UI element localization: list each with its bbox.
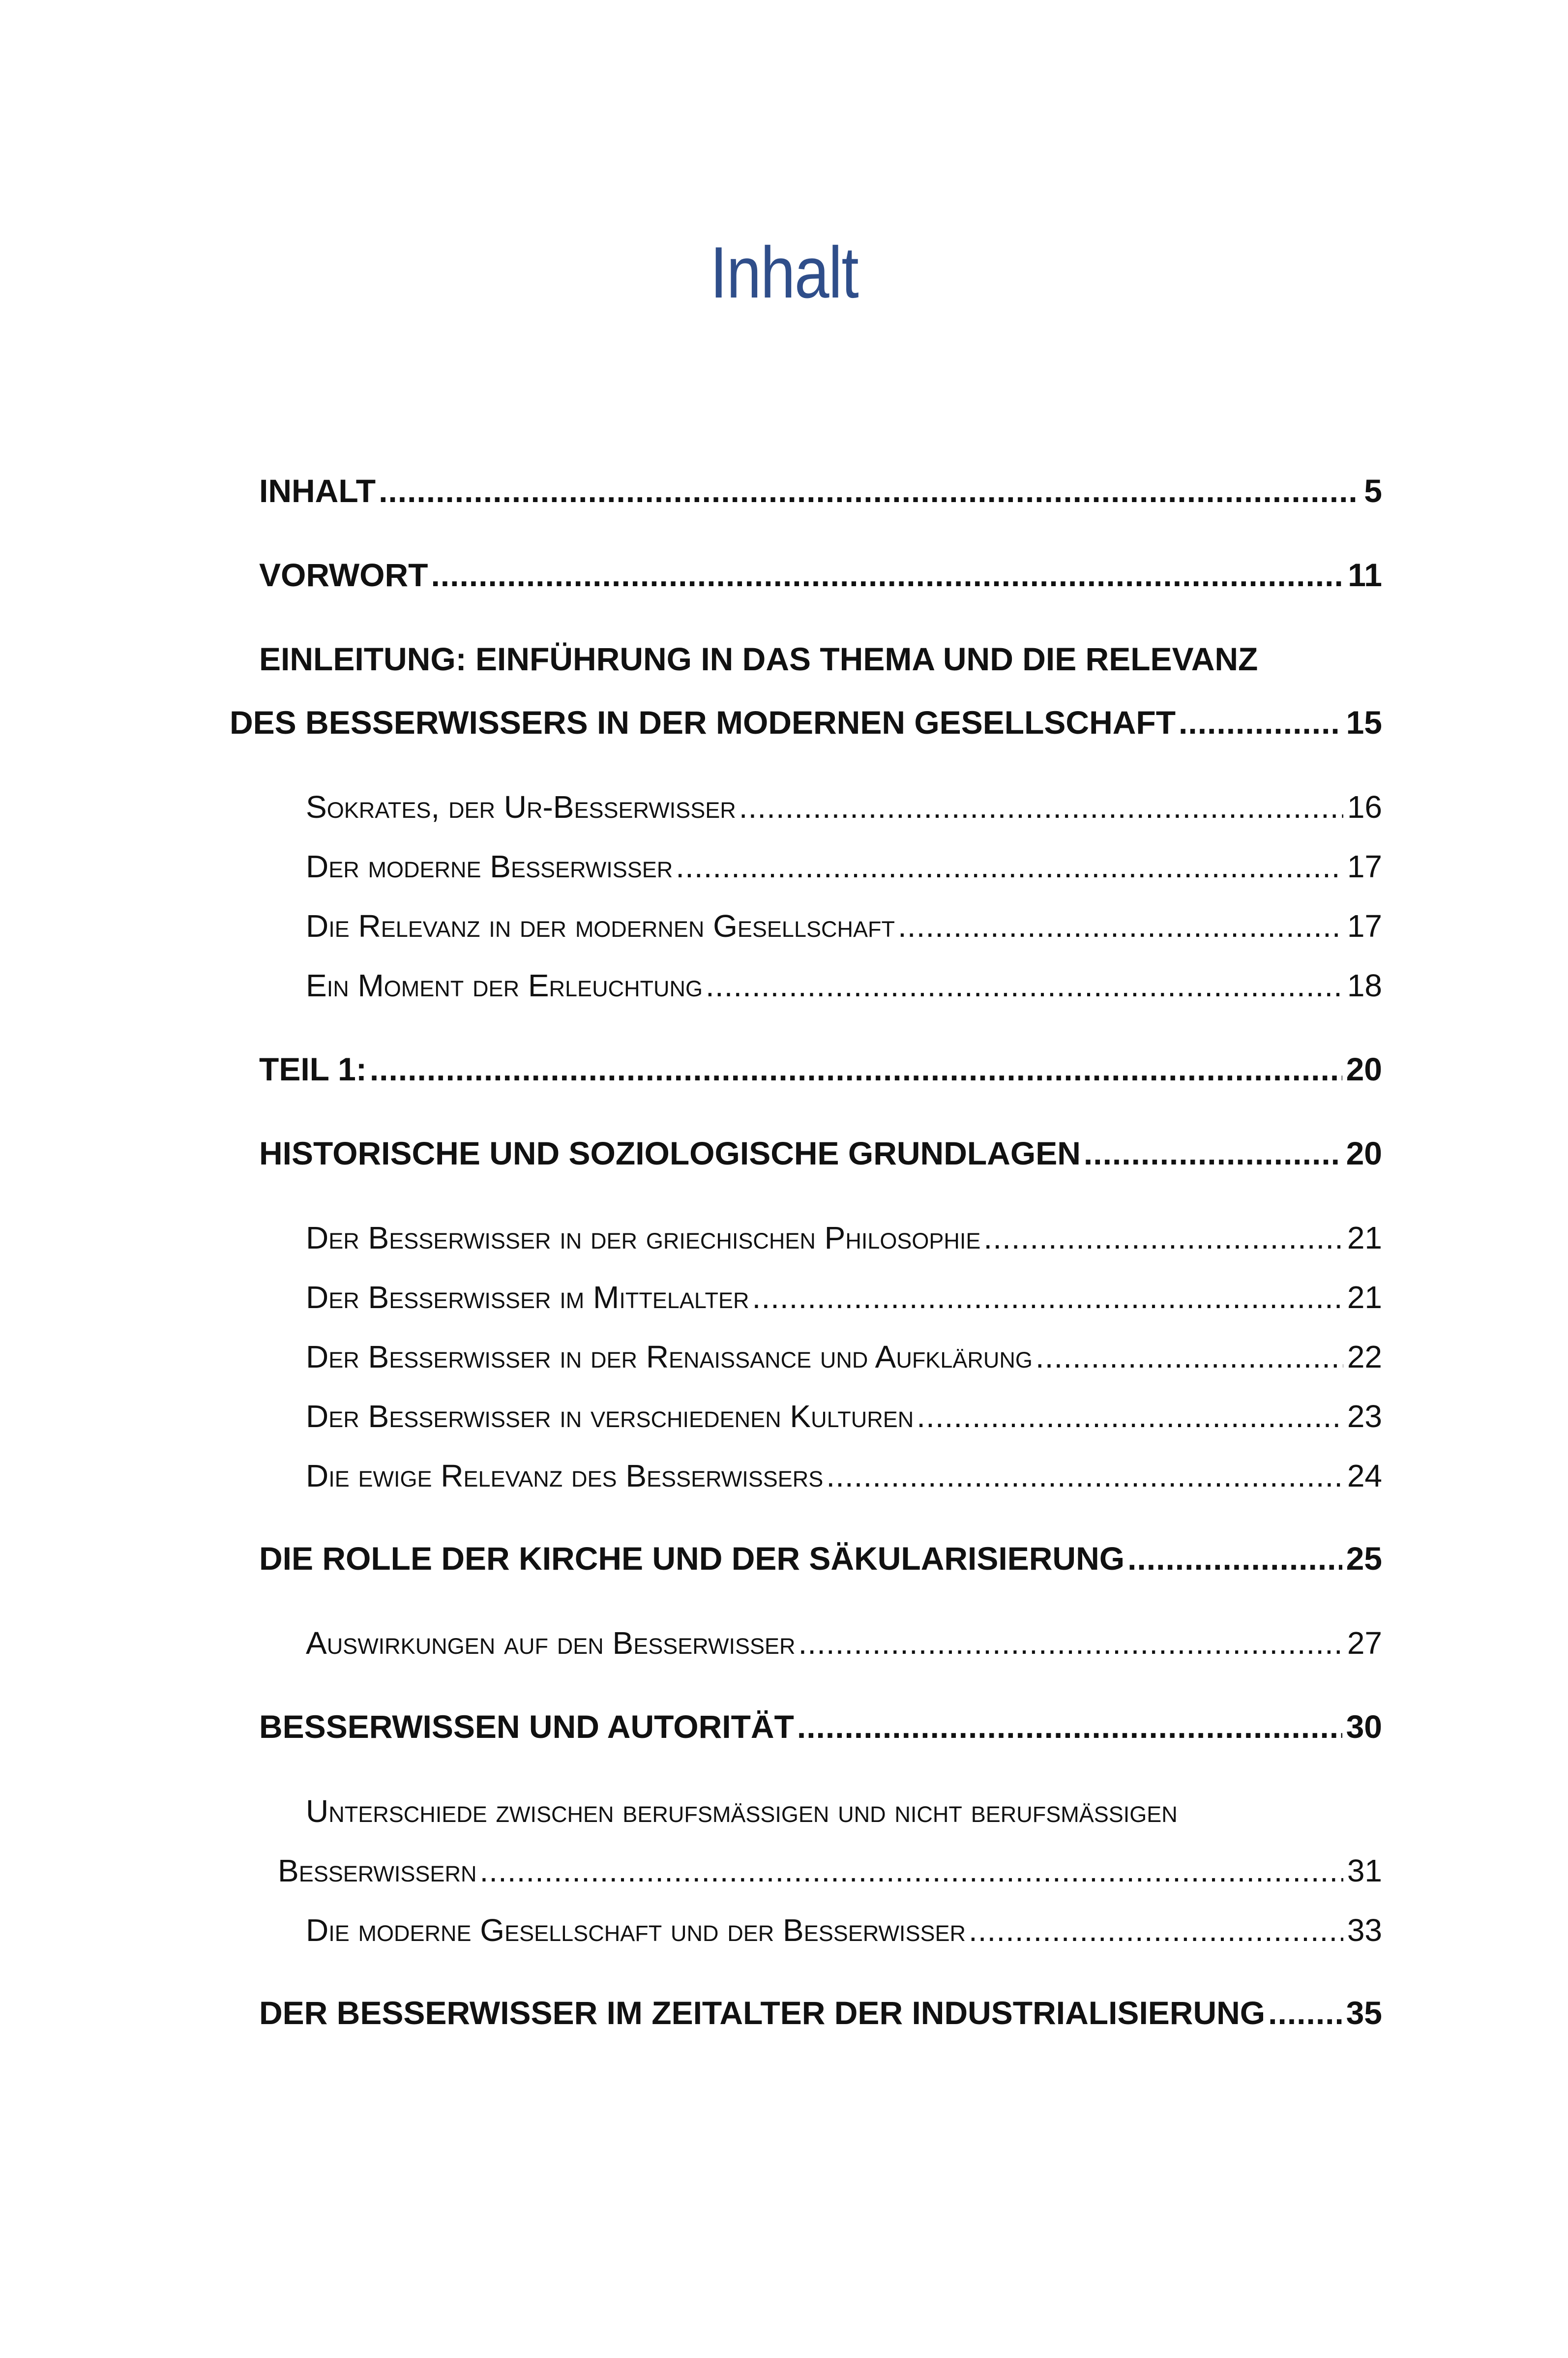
toc-subentry[interactable] — [306, 1279, 1382, 1315]
toc-entry[interactable] — [259, 556, 1382, 594]
toc-page-number: 21 — [1347, 1220, 1382, 1255]
dot-leader — [752, 1279, 1343, 1315]
toc-page-number: 21 — [1347, 1280, 1382, 1315]
toc-entry-label: VORWORT — [259, 557, 428, 593]
toc-entry-label: INHALT — [259, 473, 376, 509]
dot-leader — [706, 967, 1343, 1004]
toc-subentry[interactable] — [306, 1625, 1382, 1661]
dot-leader — [983, 1220, 1343, 1256]
toc-entry[interactable] — [259, 472, 1382, 509]
toc-entry-label: BESSERWISSEN UND AUTORITÄT — [259, 1708, 794, 1745]
toc-subentry-label: Die moderne Gesellschaft und der Besserwisser — [306, 1912, 966, 1948]
dot-leader — [898, 908, 1343, 944]
toc-entry-label: DIE ROLLE DER KIRCHE UND DER SÄKULARISIERUNG — [259, 1540, 1125, 1577]
dot-leader — [676, 848, 1343, 885]
toc-page-number: 35 — [1346, 1995, 1382, 2031]
toc-entry[interactable] — [259, 1994, 1382, 2031]
toc-entry-label: TEIL 1: — [259, 1051, 367, 1087]
toc-entry[interactable] — [230, 704, 1382, 741]
dot-leader — [1035, 1339, 1343, 1375]
dot-leader — [379, 472, 1360, 509]
dot-leader — [370, 1050, 1342, 1088]
toc-entry[interactable] — [259, 1134, 1382, 1172]
toc-page-number: 20 — [1346, 1135, 1382, 1171]
toc-entry-label: DER BESSERWISSER IM ZEITALTER DER INDUSTRIALISIERUNG — [259, 1995, 1266, 2031]
toc-page-number: 15 — [1346, 704, 1382, 741]
toc-page-number: 17 — [1347, 908, 1382, 944]
toc-subentry[interactable] — [306, 908, 1382, 944]
dot-leader — [431, 556, 1344, 594]
toc-subentry[interactable] — [306, 789, 1382, 825]
dot-leader — [797, 1708, 1342, 1745]
toc-subentry-label: Die ewige Relevanz des Besserwissers — [306, 1458, 824, 1493]
toc-page-number: 24 — [1347, 1458, 1382, 1493]
toc-page-number: 5 — [1364, 473, 1382, 509]
toc-subentry-label: Besserwissern — [278, 1853, 477, 1888]
toc-page-number: 11 — [1348, 557, 1382, 593]
toc-subentry[interactable] — [306, 967, 1382, 1004]
dot-leader — [799, 1625, 1343, 1661]
toc-page-number: 25 — [1346, 1540, 1382, 1577]
toc-subentry-label: Der Besserwisser in der Renaissance und Aufklärung — [306, 1339, 1033, 1374]
toc-page-number: 27 — [1347, 1625, 1382, 1661]
dot-leader — [969, 1912, 1343, 1948]
toc-entry[interactable] — [259, 1050, 1382, 1088]
toc-subentry[interactable] — [306, 1339, 1382, 1375]
toc-subentry[interactable] — [278, 1852, 1382, 1889]
toc-subentry-label: Ein Moment der Erleuchtung — [306, 968, 703, 1003]
toc-subentry-label-line1[interactable]: Unterschiede zwischen berufsmäßigen und nicht berufsmäßigen — [306, 1793, 1178, 1829]
dot-leader — [1179, 704, 1342, 741]
toc-page-number: 17 — [1347, 849, 1382, 884]
toc-subentry[interactable] — [306, 1398, 1382, 1434]
toc-page-number: 20 — [1346, 1051, 1382, 1087]
toc-subentry[interactable] — [306, 1458, 1382, 1494]
toc-page-number: 22 — [1347, 1339, 1382, 1374]
toc-subentry-label: Sokrates, der Ur-Besserwisser — [306, 789, 736, 825]
toc-entry[interactable] — [259, 1540, 1382, 1577]
toc-subentry-label: Der Besserwisser in verschiedenen Kulturen — [306, 1399, 914, 1434]
dot-leader — [1268, 1994, 1342, 2031]
toc-subentry-label: Der Besserwisser im Mittelalter — [306, 1280, 749, 1315]
toc-subentry[interactable] — [306, 1220, 1382, 1256]
toc-entry-label: DES BESSERWISSERS IN DER MODERNEN GESELLSCHAFT — [230, 704, 1176, 741]
dot-leader — [1127, 1540, 1342, 1577]
toc-page-number: 33 — [1347, 1912, 1382, 1948]
dot-leader — [917, 1398, 1343, 1434]
toc-page-number: 30 — [1346, 1708, 1382, 1745]
page-title: Inhalt — [710, 232, 858, 313]
toc-page-number: 18 — [1347, 968, 1382, 1003]
toc-entry-label: HISTORISCHE UND SOZIOLOGISCHE GRUNDLAGEN — [259, 1135, 1081, 1171]
toc-page-number: 23 — [1347, 1399, 1382, 1434]
toc-page-number: 16 — [1347, 789, 1382, 825]
toc-entry-label-line1[interactable]: EINLEITUNG: EINFÜHRUNG IN DAS THEMA UND DIE RELEVANZ — [259, 641, 1258, 677]
toc-entry[interactable] — [259, 1708, 1382, 1745]
dot-leader — [1084, 1134, 1342, 1172]
dot-leader — [739, 789, 1343, 825]
toc-page-number: 31 — [1347, 1853, 1382, 1888]
toc-subentry[interactable] — [306, 1912, 1382, 1948]
toc-subentry[interactable] — [306, 848, 1382, 885]
toc-subentry-label: Auswirkungen auf den Besserwisser — [306, 1625, 796, 1661]
dot-leader — [826, 1458, 1343, 1494]
toc-subentry-label: Der Besserwisser in der griechischen Philosophie — [306, 1220, 981, 1255]
toc-subentry-label: Die Relevanz in der modernen Gesellschaft — [306, 908, 895, 944]
dot-leader — [479, 1852, 1343, 1889]
toc-subentry-label: Der moderne Besserwisser — [306, 849, 673, 884]
